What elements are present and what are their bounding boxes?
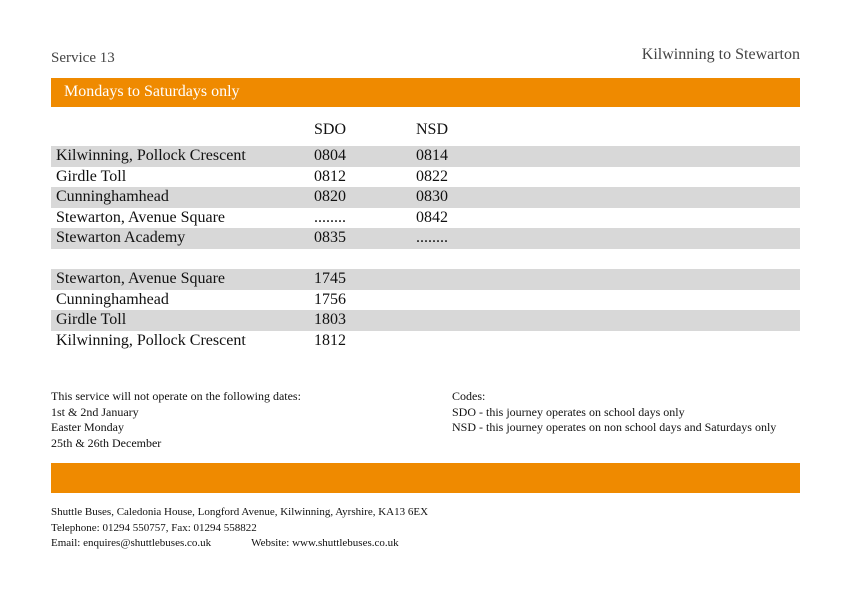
codes-legend [452, 389, 776, 436]
website-link[interactable]: Website: www.shuttlebuses.co.uk [251, 537, 399, 549]
stop-name: Stewarton Academy [56, 229, 186, 247]
non-operating-dates [51, 389, 301, 451]
time-sdo: 1803 [314, 311, 346, 329]
column-header-nsd: NSD [416, 121, 449, 138]
time-sdo: 0820 [314, 188, 346, 206]
morning-timetable [51, 146, 800, 249]
table-row [51, 331, 800, 352]
code-nsd: NSD - this journey operates on non school days and Saturdays only [452, 420, 777, 434]
time-nsd: ........ [416, 229, 448, 247]
evening-timetable [51, 269, 800, 351]
table-row [51, 187, 800, 208]
time-sdo: 0812 [314, 167, 346, 185]
time-sdo: 1812 [314, 331, 346, 349]
route-title: Kilwinning to Stewarton [641, 46, 800, 63]
table-row [51, 167, 800, 188]
stop-name: Stewarton, Avenue Square [56, 208, 225, 226]
stop-name: Cunninghamhead [56, 290, 169, 308]
code-sdo: SDO - this journey operates on school days only [452, 404, 685, 419]
footer-band [51, 463, 800, 493]
stop-name: Girdle Toll [56, 167, 127, 185]
codes-heading: Codes: [452, 389, 486, 403]
stop-name: Cunninghamhead [56, 188, 169, 206]
stop-name: Stewarton, Avenue Square [56, 270, 225, 287]
time-nsd: 0814 [416, 147, 448, 164]
phone-fax: Telephone: 01294 550757, Fax: 01294 558822 [51, 521, 257, 534]
time-nsd: 0822 [416, 167, 448, 185]
company-address: Shuttle Buses, Caledonia House, Longford Avenue, Kilwinning, Ayrshire, KA13 6EX [51, 506, 429, 518]
email-link[interactable]: Email: enquires@shuttlebuses.co.uk [51, 537, 212, 549]
table-row [51, 290, 800, 311]
time-sdo: 1745 [314, 270, 346, 287]
days-banner-label: Mondays to Saturdays only [64, 83, 240, 100]
non-operating-date: 1st & 2nd January [51, 404, 139, 419]
time-sdo: 0835 [314, 229, 346, 247]
table-row [51, 208, 800, 229]
days-banner [51, 78, 800, 107]
table-row [51, 228, 800, 249]
contact-footer [51, 505, 428, 552]
stop-name: Kilwinning, Pollock Crescent [56, 331, 246, 349]
stop-name: Kilwinning, Pollock Crescent [56, 147, 246, 164]
non-operating-date: Easter Monday [51, 420, 124, 434]
table-row [51, 146, 800, 167]
non-operating-heading: This service will not operate on the following dates: [51, 389, 301, 403]
time-sdo: 0804 [314, 147, 346, 164]
time-nsd: 0842 [416, 208, 448, 226]
non-operating-date: 25th & 26th December [51, 435, 162, 450]
column-header-sdo: SDO [314, 121, 347, 138]
table-row [51, 310, 800, 331]
table-row [51, 269, 800, 290]
time-sdo: 1756 [314, 290, 346, 308]
service-number: Service 13 [51, 50, 115, 66]
time-sdo: ........ [314, 208, 346, 226]
stop-name: Girdle Toll [56, 311, 127, 329]
time-nsd: 0830 [416, 188, 448, 206]
